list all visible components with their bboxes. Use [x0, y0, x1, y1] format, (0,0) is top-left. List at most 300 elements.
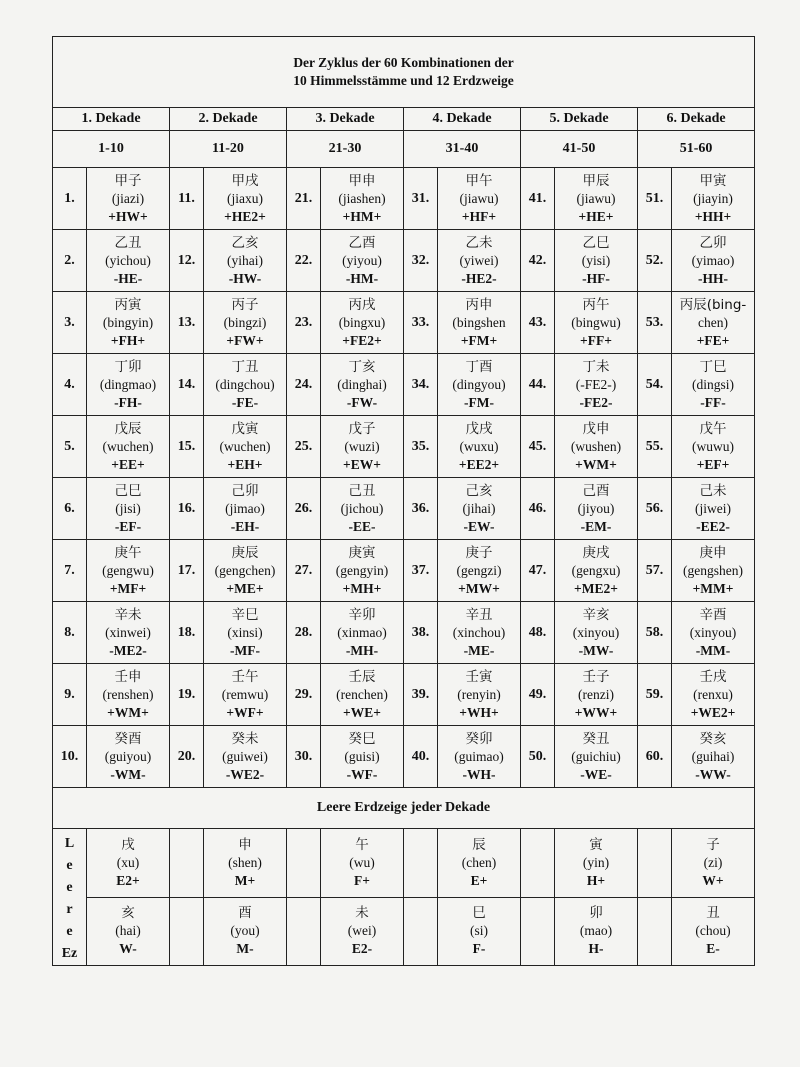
blank-cell [287, 897, 321, 966]
table-row [53, 168, 755, 230]
combination-cell [204, 416, 287, 478]
element-code: E2- [351, 941, 373, 957]
side-letter: r [66, 902, 73, 917]
pinyin: (mao) [579, 923, 613, 939]
element-code: -MM- [695, 642, 731, 658]
cycle-number: 50. [521, 726, 555, 788]
combination-cell [321, 292, 404, 354]
chinese-characters: 辛丑 [465, 606, 493, 623]
combination-cell [672, 292, 755, 354]
title-line-1: Der Zyklus der 60 Kombinationen der [293, 55, 514, 70]
table-row [53, 230, 755, 292]
blank-cell [170, 897, 204, 966]
blank-cell [404, 829, 438, 898]
element-code: M- [236, 941, 254, 957]
element-code: -HM- [345, 270, 379, 286]
cycle-number: 30. [287, 726, 321, 788]
pinyin: (you) [230, 923, 260, 939]
chinese-characters: 甲申 [348, 172, 376, 189]
pinyin: (gengwu) [102, 562, 154, 578]
pinyin: (yihai) [227, 252, 263, 268]
pinyin: (renzi) [578, 686, 614, 702]
combination-cell [321, 478, 404, 540]
combination-cell [672, 602, 755, 664]
element-code: +EH+ [227, 456, 263, 472]
element-code: +FH+ [110, 332, 146, 348]
table-title [53, 37, 755, 108]
pinyin: (jiawu) [459, 190, 499, 206]
cycle-number: 24. [287, 354, 321, 416]
combination-cell [555, 168, 638, 230]
decade-range: 11-20 [170, 131, 287, 168]
chinese-characters: 丑 [706, 905, 720, 922]
chinese-characters: 戊寅 [231, 420, 259, 437]
element-code: -WH- [462, 766, 496, 782]
element-code: M+ [234, 872, 256, 888]
cycle-number: 32. [404, 230, 438, 292]
pinyin: (yisi) [581, 252, 611, 268]
combination-cell [672, 540, 755, 602]
element-code: -FW- [346, 394, 378, 410]
chinese-characters: 庚寅 [348, 544, 376, 561]
chinese-characters: 己亥 [465, 482, 493, 499]
element-code: +HM+ [342, 208, 382, 224]
element-code: -EE2- [696, 518, 730, 534]
pinyin: (jichou) [340, 500, 384, 516]
pinyin: (jiwei) [695, 500, 732, 516]
pinyin: (wuwu) [692, 438, 735, 454]
chinese-characters: 甲戌 [231, 172, 259, 189]
pinyin: (yimao) [691, 252, 735, 268]
combination-cell [438, 354, 521, 416]
chinese-characters: 乙卯 [699, 234, 727, 251]
title-line-2: 10 Himmelsstämme und 12 Erdzweige [293, 73, 514, 88]
element-code: +WE+ [343, 704, 381, 720]
chinese-characters: 辛未 [114, 606, 142, 623]
chinese-characters: 亥 [121, 905, 135, 922]
pinyin: (shen) [228, 854, 262, 870]
combination-cell [321, 416, 404, 478]
table-row [53, 354, 755, 416]
combination-cell [87, 602, 170, 664]
cycle-number: 38. [404, 602, 438, 664]
combination-cell [321, 168, 404, 230]
pinyin: (dinghai) [337, 376, 387, 392]
chinese-characters: 寅 [589, 836, 603, 853]
pinyin: (renyin) [457, 686, 501, 702]
side-letter: e [66, 858, 73, 873]
blank-cell [638, 897, 672, 966]
pinyin: (bingzi) [223, 314, 267, 330]
chinese-characters: 己未 [699, 482, 727, 499]
cycle-number: 23. [287, 292, 321, 354]
pinyin: (bingwu) [571, 314, 621, 330]
cycle-number: 59. [638, 664, 672, 726]
combination-cell [672, 416, 755, 478]
pinyin: (yin) [582, 854, 610, 870]
cycle-number: 43. [521, 292, 555, 354]
decade-header: 1. Dekade [53, 108, 170, 131]
cycle-number: 17. [170, 540, 204, 602]
chinese-characters: 壬戌 [699, 668, 727, 685]
chinese-characters: 庚午 [114, 544, 142, 561]
pinyin: (si) [470, 923, 488, 939]
empty-branch-row [53, 897, 755, 966]
chinese-characters: 己酉 [582, 482, 610, 499]
combination-cell [438, 602, 521, 664]
pinyin: (renxu) [693, 686, 733, 702]
combination-cell [555, 354, 638, 416]
cycle-number: 40. [404, 726, 438, 788]
chinese-characters: 乙亥 [231, 234, 259, 251]
pinyin: (chou) [695, 923, 731, 939]
pinyin: (xu) [116, 854, 140, 870]
table-row [53, 664, 755, 726]
combination-cell [87, 540, 170, 602]
chinese-characters: 酉 [238, 905, 252, 922]
element-code: +ME2+ [574, 580, 618, 596]
pinyin: (wei) [347, 923, 377, 939]
cycle-number: 28. [287, 602, 321, 664]
table-row [53, 602, 755, 664]
combination-cell [555, 416, 638, 478]
pinyin: (xinchou) [452, 624, 506, 640]
element-code: +WM+ [107, 704, 149, 720]
element-code: +FW+ [226, 332, 264, 348]
pinyin: (jiyou) [577, 500, 615, 516]
element-code: +HF+ [461, 208, 497, 224]
blank-cell [521, 829, 555, 898]
combination-cell [555, 726, 638, 788]
combination-cell [321, 829, 404, 898]
pinyin: (guihai) [691, 748, 735, 764]
element-code: +MM+ [692, 580, 734, 596]
chinese-characters: 丙寅 [114, 296, 142, 313]
element-code: -HF- [582, 270, 610, 286]
combination-cell [204, 168, 287, 230]
chinese-characters: 丁丑 [231, 358, 259, 375]
combination-cell [438, 416, 521, 478]
chinese-characters: 未 [355, 905, 369, 922]
chinese-characters: 己丑 [348, 482, 376, 499]
chinese-characters: 甲寅 [699, 172, 727, 189]
cycle-number: 14. [170, 354, 204, 416]
element-code: E+ [470, 872, 488, 888]
element-code: +HH+ [694, 208, 732, 224]
element-code: -WE2- [225, 766, 265, 782]
cycle-number: 27. [287, 540, 321, 602]
combination-cell [672, 829, 755, 898]
combination-cell [672, 230, 755, 292]
decade-header: 4. Dekade [404, 108, 521, 131]
chinese-characters: 丙子 [231, 296, 259, 313]
element-code: E2+ [116, 872, 140, 888]
pinyin: (hai) [115, 923, 141, 939]
chinese-characters: 巳 [472, 905, 486, 922]
combination-cell [204, 829, 287, 898]
combination-cell [672, 354, 755, 416]
pinyin: (jiayin) [693, 190, 733, 206]
combination-cell [555, 602, 638, 664]
element-code: E- [706, 941, 720, 957]
element-code: -FF- [700, 394, 726, 410]
chinese-characters: 壬寅 [465, 668, 493, 685]
decade-range: 51-60 [638, 131, 755, 168]
chinese-characters: 申 [238, 836, 252, 853]
combination-cell [87, 664, 170, 726]
table-row [53, 416, 755, 478]
decade-header: 6. Dekade [638, 108, 755, 131]
empty-branch-row [53, 829, 755, 898]
decade-range: 1-10 [53, 131, 170, 168]
cycle-number: 60. [638, 726, 672, 788]
cycle-number: 18. [170, 602, 204, 664]
combination-cell [555, 829, 638, 898]
pinyin: (jimao) [225, 500, 265, 516]
cycle-number: 6. [53, 478, 87, 540]
pinyin: (xinyou) [689, 624, 737, 640]
element-code: -EM- [580, 518, 612, 534]
cycle-number: 52. [638, 230, 672, 292]
cycle-number: 20. [170, 726, 204, 788]
element-code: -HE- [113, 270, 143, 286]
chinese-characters: 辛酉 [699, 606, 727, 623]
combination-cell [87, 354, 170, 416]
element-code: +WM+ [575, 456, 617, 472]
combination-cell [555, 540, 638, 602]
element-code: -ME- [463, 642, 495, 658]
cycle-number: 26. [287, 478, 321, 540]
pinyin: (guiyou) [104, 748, 152, 764]
cycle-number: 51. [638, 168, 672, 230]
pinyin: (wushen) [570, 438, 622, 454]
element-code: -MW- [578, 642, 614, 658]
pinyin: (yiyou) [342, 252, 382, 268]
chinese-characters: 午 [355, 836, 369, 853]
pinyin: (guiwei) [222, 748, 268, 764]
cycle-number: 21. [287, 168, 321, 230]
chinese-characters: 戊戌 [465, 420, 493, 437]
cycle-number: 36. [404, 478, 438, 540]
combination-cell [87, 416, 170, 478]
cycle-number: 55. [638, 416, 672, 478]
element-code: H+ [586, 872, 606, 888]
combination-cell [438, 292, 521, 354]
chinese-characters: 己卯 [231, 482, 259, 499]
chinese-characters: 戌 [121, 836, 135, 853]
combination-cell [672, 664, 755, 726]
element-code: +FE2+ [342, 332, 382, 348]
pinyin: (remwu) [221, 686, 269, 702]
cycle-number: 46. [521, 478, 555, 540]
decade-range: 41-50 [521, 131, 638, 168]
chinese-characters: 戊辰 [114, 420, 142, 437]
chinese-characters: 乙巳 [582, 234, 610, 251]
combination-cell [672, 897, 755, 966]
combination-cell [321, 230, 404, 292]
pinyin: (gengyin) [335, 562, 389, 578]
cycle-number: 4. [53, 354, 87, 416]
element-code: -EW- [463, 518, 495, 534]
element-code: -EE- [348, 518, 376, 534]
cycle-number: 53. [638, 292, 672, 354]
cycle-number: 12. [170, 230, 204, 292]
element-code: +HE+ [578, 208, 614, 224]
chinese-characters: 辛卯 [348, 606, 376, 623]
combination-cell [555, 292, 638, 354]
pinyin: (renshen) [102, 686, 154, 702]
side-letter: L [64, 836, 75, 851]
pinyin: (gengchen) [214, 562, 276, 578]
pinyin: (xinyou) [572, 624, 620, 640]
pinyin: (jiazi) [111, 190, 145, 206]
chinese-characters: 壬子 [582, 668, 610, 685]
combination-cell [204, 664, 287, 726]
side-letter: e [66, 880, 73, 895]
combination-cell [321, 354, 404, 416]
chinese-characters: 壬申 [114, 668, 142, 685]
pinyin: (bingxu) [338, 314, 386, 330]
chinese-characters: 甲辰 [582, 172, 610, 189]
element-code: -HW- [228, 270, 262, 286]
combination-cell [204, 354, 287, 416]
pinyin: (guimao) [454, 748, 504, 764]
chinese-characters: 壬午 [231, 668, 259, 685]
pinyin: (jiashen) [338, 190, 386, 206]
cycle-number: 16. [170, 478, 204, 540]
cycle-number: 41. [521, 168, 555, 230]
cycle-number: 5. [53, 416, 87, 478]
blank-cell [638, 829, 672, 898]
combination-cell [321, 602, 404, 664]
element-code: +HE2+ [224, 208, 266, 224]
combination-cell [87, 726, 170, 788]
element-code: -FE- [231, 394, 259, 410]
pinyin: (xinsi) [227, 624, 263, 640]
pinyin: (yiwei) [459, 252, 499, 268]
cycle-number: 3. [53, 292, 87, 354]
combination-cell [321, 726, 404, 788]
element-code: +MW+ [458, 580, 500, 596]
blank-cell [521, 897, 555, 966]
element-code: +EE2+ [458, 456, 500, 472]
element-code: -ME2- [109, 642, 147, 658]
decade-header: 2. Dekade [170, 108, 287, 131]
element-code: -EH- [230, 518, 260, 534]
element-code: -FM- [464, 394, 494, 410]
pinyin: (guichiu) [571, 748, 621, 764]
combination-cell [438, 897, 521, 966]
combination-cell [87, 829, 170, 898]
chinese-characters: 戊午 [699, 420, 727, 437]
cycle-number: 57. [638, 540, 672, 602]
cycle-number: 37. [404, 540, 438, 602]
combination-cell [204, 897, 287, 966]
pinyin: chen) [698, 314, 729, 330]
chinese-characters: 丁酉 [465, 358, 493, 375]
cycle-number: 8. [53, 602, 87, 664]
pinyin: (wuzi) [344, 438, 380, 454]
cycle-number: 19. [170, 664, 204, 726]
chinese-characters: 癸酉 [114, 730, 142, 747]
empty-branches-title: Leere Erdzeige jeder Dekade [53, 788, 755, 829]
element-code: +ME+ [226, 580, 264, 596]
combination-cell [438, 230, 521, 292]
combination-cell [438, 726, 521, 788]
chinese-characters: 丁未 [582, 358, 610, 375]
combination-cell [204, 602, 287, 664]
blank-cell [287, 829, 321, 898]
chinese-characters: 戊申 [582, 420, 610, 437]
cycle-number: 35. [404, 416, 438, 478]
pinyin: (wuchen) [102, 438, 154, 454]
cycle-number: 15. [170, 416, 204, 478]
cycle-number: 1. [53, 168, 87, 230]
element-code: +MH+ [342, 580, 382, 596]
pinyin: (jihai) [462, 500, 496, 516]
cycle-number: 25. [287, 416, 321, 478]
combination-cell [87, 292, 170, 354]
pinyin: (zi) [703, 854, 723, 870]
chinese-characters: 丙戌 [348, 296, 376, 313]
side-letter: e [66, 924, 73, 939]
cycle-number: 7. [53, 540, 87, 602]
table-row [53, 478, 755, 540]
chinese-characters: 癸丑 [582, 730, 610, 747]
combination-cell [438, 168, 521, 230]
combination-cell [672, 478, 755, 540]
element-code: F- [472, 941, 486, 957]
pinyin: (bingyin) [102, 314, 154, 330]
combination-cell [438, 540, 521, 602]
element-code: -HE2- [461, 270, 497, 286]
element-code: -FE2- [579, 394, 613, 410]
chinese-characters: 癸未 [231, 730, 259, 747]
pinyin: (renchen) [336, 686, 388, 702]
chinese-characters: 丙辰(bing- [679, 296, 747, 313]
pinyin: (bingshen [452, 314, 506, 330]
pinyin: (wu) [349, 854, 375, 870]
element-code: +WF+ [226, 704, 264, 720]
chinese-characters: 壬辰 [348, 668, 376, 685]
element-code: W+ [702, 872, 724, 888]
chinese-characters: 乙酉 [348, 234, 376, 251]
cycle-number: 29. [287, 664, 321, 726]
element-code: +EE+ [111, 456, 145, 472]
chinese-characters: 丙申 [465, 296, 493, 313]
chinese-characters: 庚子 [465, 544, 493, 561]
combination-cell [204, 726, 287, 788]
combination-cell [87, 478, 170, 540]
chinese-characters: 丁卯 [114, 358, 142, 375]
element-code: -WF- [346, 766, 378, 782]
combination-cell [204, 478, 287, 540]
combination-cell [555, 897, 638, 966]
chinese-characters: 癸亥 [699, 730, 727, 747]
element-code: -HH- [698, 270, 729, 286]
cycle-number: 2. [53, 230, 87, 292]
cycle-number: 31. [404, 168, 438, 230]
combination-cell [672, 168, 755, 230]
combination-cell [87, 168, 170, 230]
decade-range: 31-40 [404, 131, 521, 168]
element-code: +WW+ [574, 704, 618, 720]
element-code: F+ [354, 872, 370, 888]
element-code: -WE- [580, 766, 612, 782]
cycle-table-sheet [52, 36, 754, 966]
cycle-number: 58. [638, 602, 672, 664]
combination-cell [321, 897, 404, 966]
